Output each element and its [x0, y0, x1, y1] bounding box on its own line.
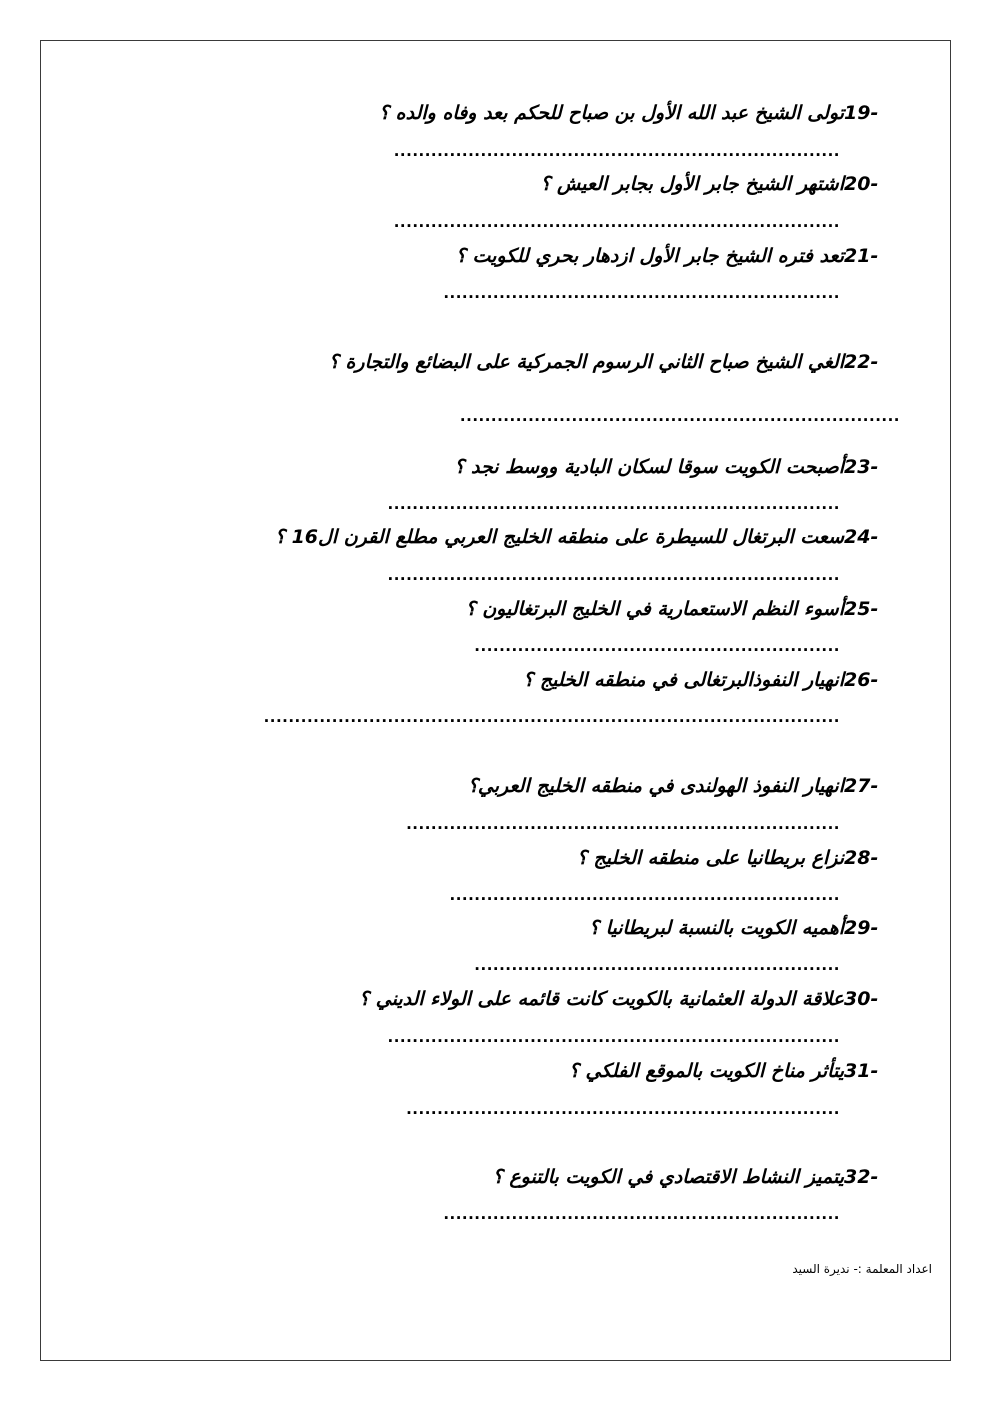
question-text: علاقة الدولة العثمانية بالكويت كانت قائمه على الولاء الديني ؟	[359, 988, 844, 1010]
question-number: 26-	[844, 669, 879, 691]
question-number: 29-	[844, 917, 879, 939]
question-29	[589, 915, 902, 941]
question-number: 23-	[844, 456, 879, 478]
question-19	[379, 100, 902, 126]
question-20	[540, 171, 902, 197]
question-text: نزاع بريطانيا على منطقه الخليج ؟	[576, 847, 844, 869]
question-23	[454, 454, 902, 480]
question-number: 19-	[844, 102, 879, 124]
question-22	[329, 349, 902, 375]
question-24	[275, 524, 902, 550]
question-text: الغي الشيخ صباح الثاني الرسوم الجمركية على البضائع والتجارة ؟	[328, 351, 844, 373]
question-text: يتأثر مناخ الكويت بالموقع الفلكي ؟	[568, 1060, 844, 1082]
question-text: انهيار النفوذ الهولندى في منطقه الخليج العربي؟	[467, 775, 844, 797]
question-21	[456, 243, 902, 269]
answer-line-24: .........................................................................	[387, 567, 840, 583]
question-number: 32-	[844, 1166, 879, 1188]
question-number: 30-	[844, 988, 879, 1010]
answer-line-31: ......................................................................	[406, 1101, 840, 1117]
question-text: تعد فتره الشيخ جابر الأول ازدهار بحري للكويت ؟	[455, 245, 844, 267]
answer-line-27: ......................................................................	[406, 816, 840, 832]
question-32	[493, 1164, 902, 1190]
question-text: أسوء النظم الاستعمارية في الخليج البرتغاليون ؟	[465, 598, 844, 620]
question-number: 31-	[844, 1060, 879, 1082]
page-border	[40, 40, 951, 1361]
question-28	[577, 845, 902, 871]
question-number: 27-	[844, 775, 879, 797]
question-text: سعت البرتغال للسيطرة على منطقه الخليج العربي مطلع القرن ال16 ؟	[274, 526, 844, 548]
question-number: 25-	[844, 598, 879, 620]
question-27	[468, 773, 902, 799]
question-31	[569, 1058, 902, 1084]
answer-line-25: ...........................................................	[474, 638, 840, 654]
teacher-credit: اعداد المعلمة :- نديرة السيد	[792, 1262, 932, 1276]
answer-line-19: ........................................................................	[393, 143, 840, 159]
question-text: يتميز النشاط الاقتصادي في الكويت بالتنوع ؟	[492, 1166, 844, 1188]
answer-line-26: .............................................................................................	[263, 709, 840, 725]
question-number: 28-	[844, 847, 879, 869]
question-number: 21-	[844, 245, 879, 267]
question-25	[466, 596, 902, 622]
answer-line-23: .........................................................................	[387, 496, 840, 512]
question-number: 22-	[844, 351, 879, 373]
question-number: 20-	[844, 173, 879, 195]
answer-line-22: .......................................................................	[459, 408, 900, 424]
question-text: تولى الشيخ عبد الله الأول بن صباح للحكم بعد وفاه والده ؟	[378, 102, 844, 124]
answer-line-30: .........................................................................	[387, 1029, 840, 1045]
question-text: اشتهر الشيخ جابر الأول بجابر العيش ؟	[540, 173, 844, 195]
question-26	[523, 667, 902, 693]
question-text: أصبحت الكويت سوقا لسكان البادية ووسط نجد ؟	[454, 456, 844, 478]
question-text: أهميه الكويت بالنسبة لبريطانيا ؟	[588, 917, 844, 939]
question-text: انهيار النفوذالبرتغالى في منطقه الخليج ؟	[523, 669, 844, 691]
question-30	[359, 986, 902, 1012]
answer-line-20: ........................................................................	[393, 214, 840, 230]
answer-line-29: ...........................................................	[474, 957, 840, 973]
answer-line-28: ...............................................................	[449, 887, 840, 903]
question-number: 24-	[844, 526, 879, 548]
answer-line-21: ................................................................	[443, 285, 840, 301]
answer-line-32: ................................................................	[443, 1206, 840, 1222]
